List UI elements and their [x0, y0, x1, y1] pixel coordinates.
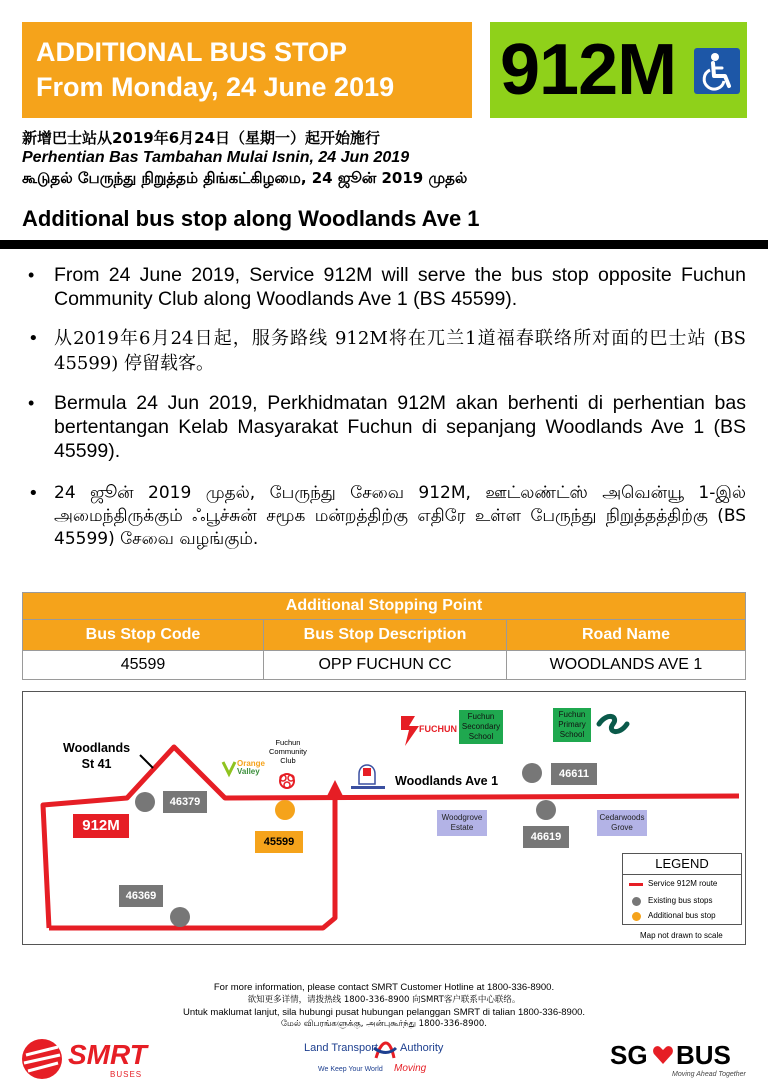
orange-valley-label-2: Valley: [237, 767, 260, 776]
footer-tamil: மேல் விபரங்களுக்கு, அன்புகூர்ந்து 1800-336-8900.: [280, 1019, 488, 1029]
bullet-dot: •: [28, 483, 39, 504]
lta-logo-moving: Moving: [394, 1063, 427, 1074]
legend-route-swatch: [629, 883, 643, 886]
bullet-english: [28, 263, 746, 311]
legend-route-label: Service 912M route: [648, 879, 718, 888]
legend-additional-swatch: [632, 912, 641, 921]
divider: [0, 240, 768, 249]
bus-stop-marker-46369: [170, 907, 190, 927]
community-club-logo: [280, 774, 294, 788]
orange-valley-label: Orange: [237, 759, 266, 768]
service-route-label: 912M: [73, 814, 129, 838]
heading-tamil: கூடுதல் பேருந்து நிறுத்தம் திங்கட்கிழமை, 24 ஜூன் 2019 முதல்: [22, 169, 468, 187]
smrt-logo: [18, 1037, 168, 1081]
route-arrow: [327, 780, 343, 796]
road-label-woodlands-ave1: Woodlands Ave 1: [395, 774, 499, 788]
lta-logo: [300, 1036, 450, 1082]
heading-chinese: 新增巴士站从2019年6月24日（星期一）起开始施行: [22, 129, 381, 147]
orange-valley-logo: [223, 762, 235, 774]
bullet-chinese: [28, 326, 746, 376]
smrt-logo-mark: [18, 1037, 66, 1081]
cell-bus-stop-code: 45599: [23, 651, 264, 680]
footer-english: For more information, please contact SMRT Customer Hotline at 1800-336-8900.: [213, 982, 555, 993]
sgbus-logo-bus: BUS: [676, 1040, 731, 1070]
place-label-fuchun-cc: Fuchun Community Club: [269, 738, 307, 765]
place-cedarwoods-grove: Cedarwoods Grove: [597, 810, 647, 836]
primary-school-logo: [599, 716, 627, 731]
bus-stop-46611: 46611: [551, 763, 597, 785]
lta-logo-text-2: Authority: [400, 1042, 444, 1054]
map-scale-note: Map not drawn to scale: [640, 931, 723, 940]
bus-stop-marker-46379: [135, 792, 155, 812]
school-crest-logo: [351, 765, 385, 789]
footer-chinese: 欲知更多详情，请拨热线 1800-336-8900 向SMRT客户联系中心联络。: [247, 995, 521, 1005]
footer-malay: Untuk maklumat lanjut, sila hubungi pusat hubungan pelanggan SMRT di talian 1800-336-8900.: [182, 1007, 586, 1018]
map-legend: [622, 853, 742, 925]
column-header-code: Bus Stop Code: [23, 620, 264, 651]
lta-logo-mark: [372, 1036, 398, 1062]
fuchun-logo: [401, 716, 419, 746]
heading-malay: Perhentian Bas Tambahan Mulai Isnin, 24 Jun 2019: [22, 149, 410, 166]
table-row: [23, 651, 746, 680]
service-number: 912M: [500, 30, 677, 110]
bullet-text: From 24 June 2019, Service 912M will serve the bus stop opposite Fuchun Community Club along Woodlands Ave 1 (BS 45599).: [54, 264, 746, 310]
sgbus-logo-sg: SG: [610, 1040, 648, 1070]
lta-logo-text-1: Land Transport: [304, 1042, 378, 1054]
bullet-text: Bermula 24 Jun 2019, Perkhidmatan 912M akan berhenti di perhentian bas bertentangan Kelab Masyarakat Fuchun di sepanjang Woodlands Ave 1 (BS 45599).: [54, 392, 746, 462]
bullet-dot: •: [28, 328, 39, 349]
bullet-dot: •: [28, 393, 35, 413]
cell-road-name: WOODLANDS AVE 1: [507, 651, 746, 680]
bus-stop-marker-46611: [522, 763, 542, 783]
column-header-description: Bus Stop Description: [264, 620, 507, 651]
table-caption: Additional Stopping Point: [23, 593, 746, 620]
place-woodgrove-estate: Woodgrove Estate: [437, 810, 487, 836]
sgbus-logo-tagline: Moving Ahead Together: [672, 1071, 746, 1078]
legend-additional-label: Additional bus stop: [648, 911, 716, 920]
smrt-logo-subtext: BUSES: [110, 1070, 143, 1079]
column-header-road: Road Name: [507, 620, 746, 651]
bus-stop-marker-46619: [536, 800, 556, 820]
notice-subtitle: Additional bus stop along Woodlands Ave 1: [22, 206, 480, 231]
place-fuchun-primary-school: Fuchun Primary School: [553, 708, 591, 742]
wheelchair-icon: [694, 48, 740, 94]
st41-pointer: [140, 755, 153, 768]
bullet-malay: [28, 391, 746, 463]
bus-stop-46369: 46369: [119, 885, 163, 907]
legend-title: LEGEND: [623, 854, 741, 875]
legend-existing-swatch: [632, 897, 641, 906]
bullet-text: 从2019年6月24日起，服务路线 912M将在兀兰1道福春联络所对面的巴士站 (BS 45599) 停留载客。: [54, 328, 746, 374]
bus-stop-46379: 46379: [163, 791, 207, 813]
sgbus-logo: [608, 1038, 748, 1082]
bus-stop-46619: 46619: [523, 826, 569, 848]
header-date: From Monday, 24 June 2019: [36, 72, 395, 102]
bus-stop-marker-45599: [275, 800, 295, 820]
cell-bus-stop-description: OPP FUCHUN CC: [264, 651, 507, 680]
place-fuchun-secondary-school: Fuchun Secondary School: [459, 710, 503, 744]
fuchun-logo-text: FUCHUN: [419, 724, 457, 734]
legend-existing-label: Existing bus stops: [648, 896, 713, 905]
stopping-point-table: [22, 592, 746, 680]
bus-stop-45599: 45599: [255, 831, 303, 853]
bullet-text: 24 ஜூன் 2019 முதல், பேருந்து சேவை 912M, ஊட்லண்ட்ஸ் அவென்யூ 1-இல் அமைந்திருக்கும் ஃபூச்சுன் சமூக மன்றத்திற்கு எதிரே உள்ள பேருந்து நிறுத்தத்திற்கு (BS 45599) சேவை வழங்கும்.: [54, 483, 746, 549]
road-label-woodlands-st41: Woodlands St 41: [63, 741, 131, 771]
heart-icon: [652, 1044, 674, 1066]
lta-logo-tagline: We Keep Your World: [318, 1066, 383, 1073]
smrt-logo-text: SMRT: [68, 1039, 147, 1070]
bullet-tamil: [28, 482, 746, 551]
bullet-dot: •: [28, 265, 35, 285]
header-title: ADDITIONAL BUS STOP: [36, 37, 348, 67]
